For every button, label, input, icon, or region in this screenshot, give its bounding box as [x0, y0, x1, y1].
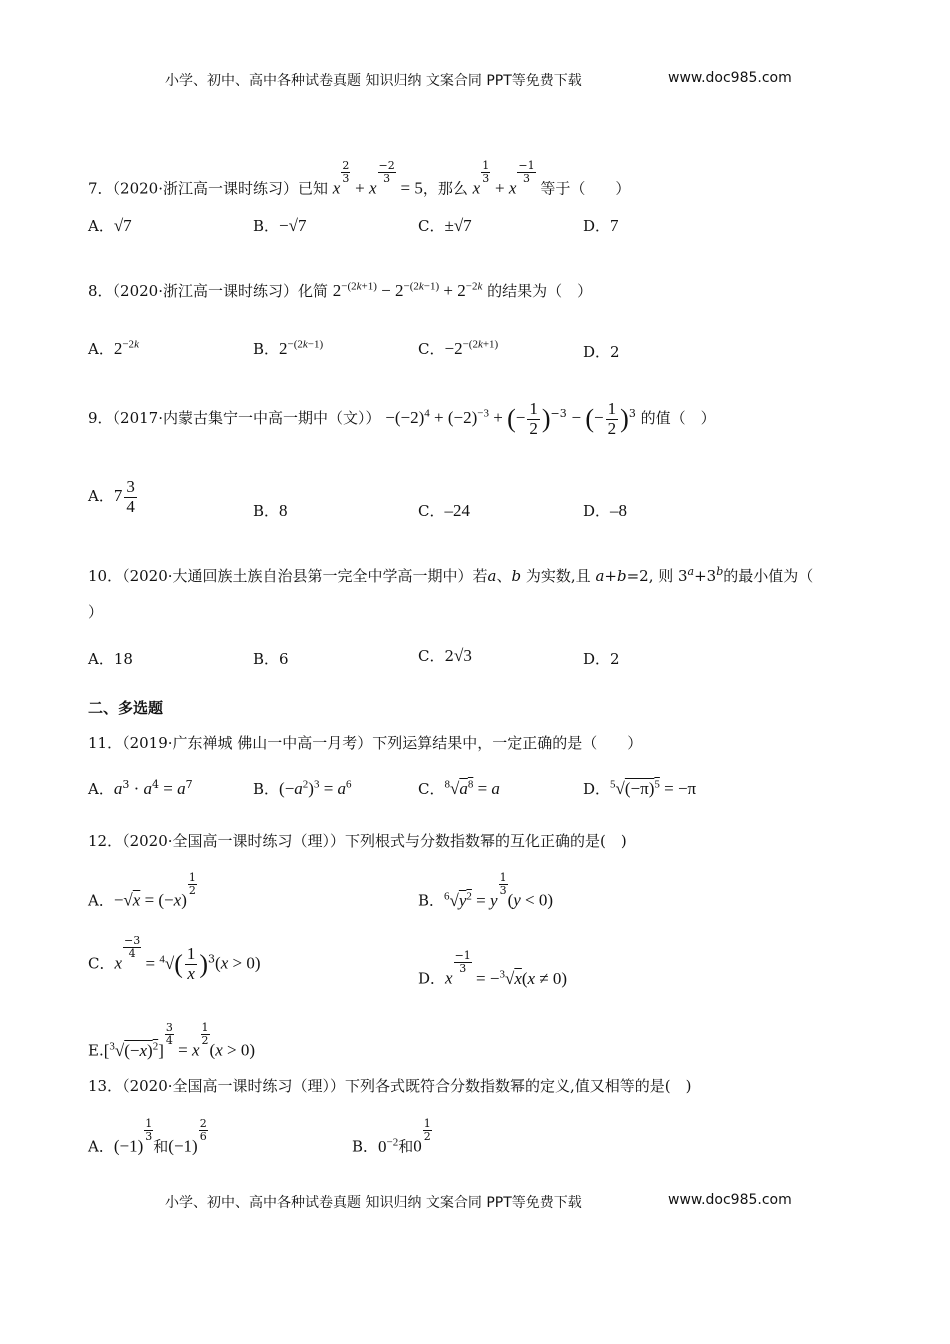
q13-option-a[interactable]: A．(−1) $\frac{1}{3}$ 和(−1) $\frac{2}{6}$ [88, 1117, 207, 1156]
q9-option-b[interactable]: B．8 [253, 501, 288, 520]
q12-option-c[interactable]: C．x $\frac{-3}{4}$ = $^4$√( $\frac{1}{x}$ )$^3$(x > 0) [88, 934, 261, 984]
q11-option-d[interactable]: D．$^5√(-\pi)^5 = -\pi$ [583, 778, 697, 798]
q12-option-a[interactable]: A．−√x = (−x) $\frac{1}{2}$ [88, 871, 196, 910]
q10-option-b[interactable]: B．6 [253, 650, 289, 668]
q8-option-c[interactable]: C．$-2^{-(2k+1)}$ [418, 338, 499, 358]
q12-option-e[interactable]: $E.[^3√(-x)^2]$ $\frac{3}{4}$ = x $\frac{1}{2}$ (x > 0) [88, 1021, 255, 1060]
q9-option-c[interactable]: C．–24 [418, 501, 470, 520]
section-title: 二、多选题 [88, 699, 164, 717]
q9-stem: 9．（2017·内蒙古集宁一中高一期中（文）） $-(-2)^4 + (-2)^{-3}$ + (− $\frac{1}{2}$ )$^{-3}$ − (− $\frac{1}{2}$ )$^3$ 的值（ ） [88, 399, 716, 438]
q9-option-d[interactable]: D．–8 [583, 501, 628, 520]
q10-option-d[interactable]: D．2 [583, 650, 620, 668]
q7-stem: 7．（2020·浙江高一课时练习）已知 x $\frac{2}{3}$ + x $\frac{-2}{3}$ = 5，那么 x $\frac{1}{3}$ + x $\frac{-1}{3}$ 等于（ ） [88, 159, 631, 198]
q10-option-c[interactable]: C．2√3 [418, 646, 472, 665]
q7-option-b[interactable]: B．−√7 [253, 216, 307, 235]
q10-stem-line2: ） [88, 603, 104, 621]
q10-option-a[interactable]: A．18 [88, 650, 133, 668]
q11-stem: 11．（2019·广东禅城 佛山一中高一月考）下列运算结果中，一定正确的是（ ） [88, 734, 643, 752]
footer-url[interactable]: www.doc985.com [668, 1192, 792, 1208]
q12-option-b[interactable]: B．$^6√y^2 = y$ $\frac{1}{3}$ (y < 0) [418, 871, 554, 910]
q11-option-c[interactable]: C．$^8√a^8 = a$ [418, 778, 500, 798]
header-text: 小学、初中、高中各种试卷真题 知识归纳 文案合同 PPT等免费下载 [165, 73, 582, 89]
header-url[interactable]: www.doc985.com [668, 70, 792, 86]
q12-stem: 12．（2020·全国高一课时练习（理））下列根式与分数指数幂的互化正确的是( ) [88, 832, 627, 850]
q8-option-d[interactable]: D．2 [583, 343, 620, 361]
q13-stem: 13．（2020·全国高一课时练习（理））下列各式既符合分数指数幂的定义,值又相等的是( ) [88, 1077, 692, 1095]
q7-option-a[interactable]: A．√7 [88, 216, 132, 235]
q8-stem: 8．（2020·浙江高一课时练习）化简 $2^{-(2k+1)} - 2^{-(2k-1)} + 2^{-2k}$ 的结果为（ ） [88, 280, 593, 300]
q11-option-b[interactable]: B．$(-a^2)^3 = a^6$ [253, 778, 352, 798]
q7-option-c[interactable]: C．±√7 [418, 216, 472, 235]
q13-option-b[interactable]: B．$0^{-2}$和0 $\frac{1}{2}$ [352, 1117, 431, 1156]
q8-option-a[interactable]: A．$2^{-2k}$ [88, 338, 139, 358]
footer-text: 小学、初中、高中各种试卷真题 知识归纳 文案合同 PPT等免费下载 [165, 1195, 582, 1211]
q10-stem: 10．（2020·大通回族土族自治县第一完全中学高一期中）若a、b 为实数,且 a+b=2, 则 $3^a+3^b$的最小值为（ [88, 565, 814, 585]
q12-option-d[interactable]: D．x $\frac{-1}{3}$ = −$^3$√x(x ≠ 0) [418, 949, 568, 988]
q11-option-a[interactable]: A．$a^3 \cdot a^4 = a^7$ [88, 778, 193, 798]
q7-option-d[interactable]: D．7 [583, 216, 619, 235]
q9-option-a[interactable]: A．7 $\frac{3}{4}$ [88, 477, 135, 516]
q8-option-b[interactable]: B．$2^{-(2k-1)}$ [253, 338, 324, 358]
